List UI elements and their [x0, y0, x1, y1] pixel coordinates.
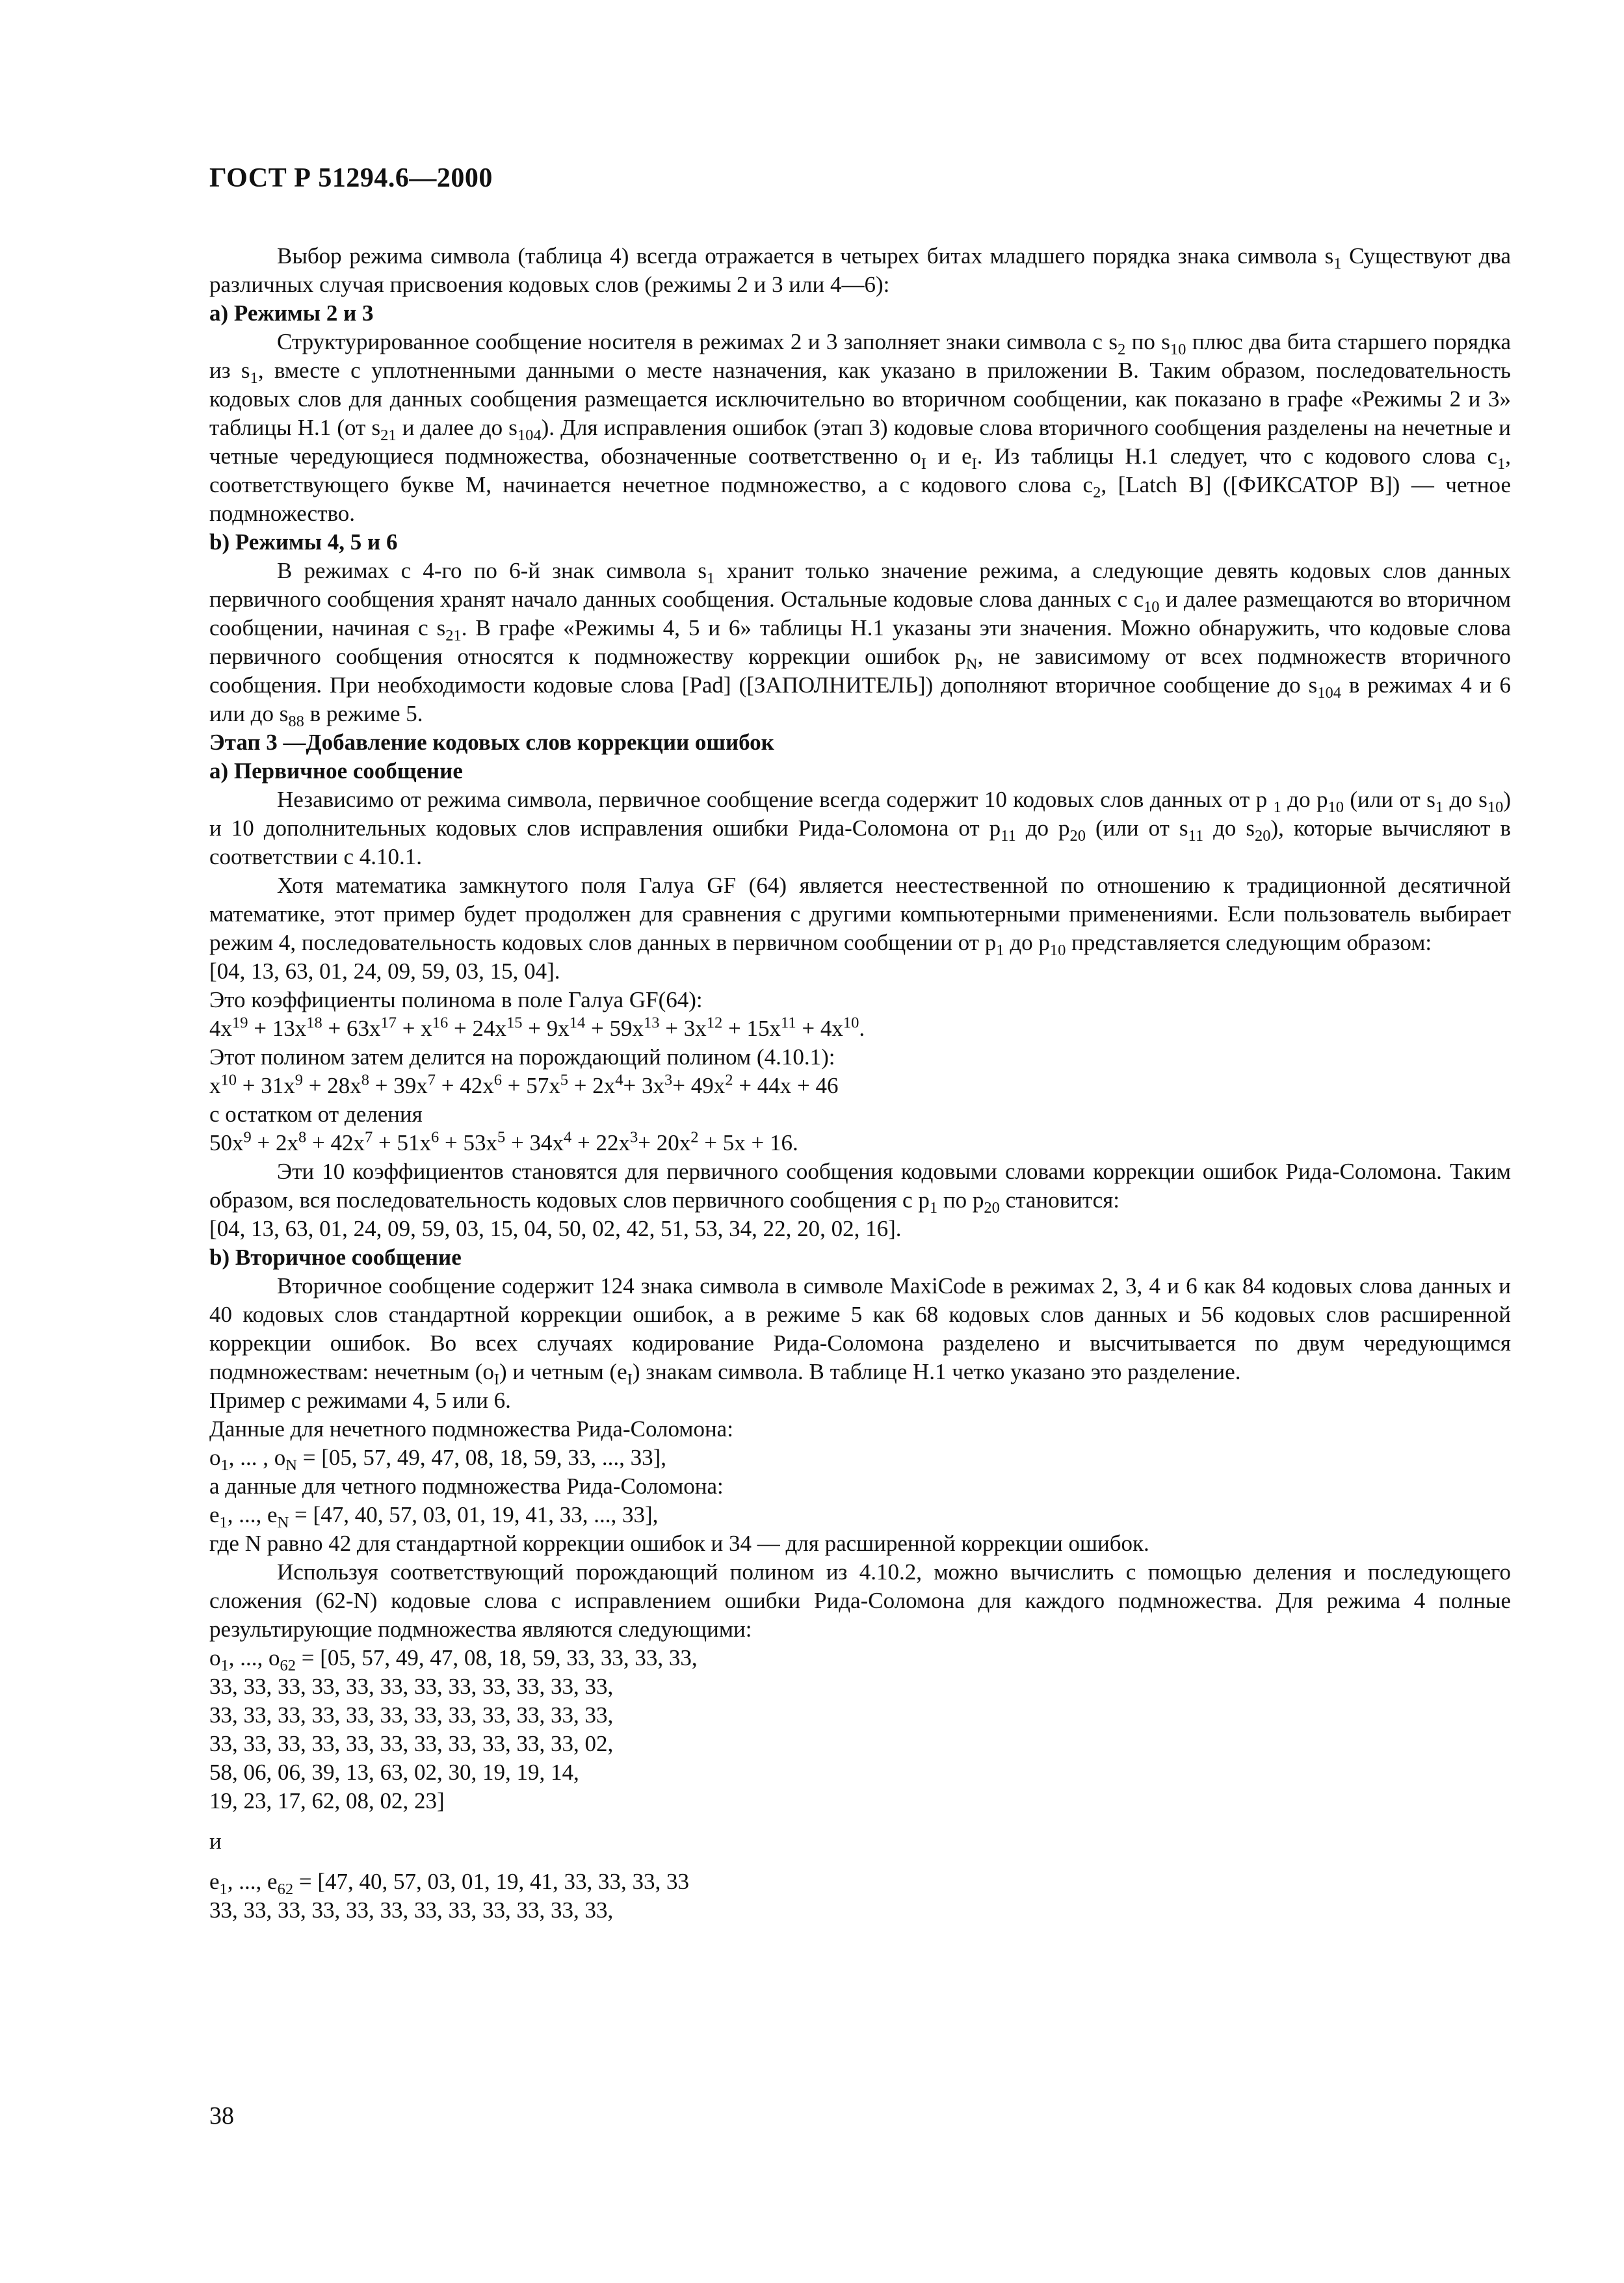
- heading-primary-message: а) Первичное сообщение: [209, 758, 463, 784]
- even-result-line-2: 33, 33, 33, 33, 33, 33, 33, 33, 33, 33, 33, 33,: [209, 1897, 614, 1923]
- page-header-standard-number: ГОСТ Р 51294.6—2000: [209, 163, 493, 193]
- n-definition-text: где N равно 42 для стандартной коррекции ошибок и 34 — для расширенной коррекции ошибок.: [209, 1531, 1149, 1556]
- even-subset-label: а данные для четного подмножества Рида-Соломона:: [209, 1473, 724, 1499]
- remainder-label: с остатком от деления: [209, 1102, 423, 1127]
- page-body: [209, 242, 1511, 1925]
- example-modes-text: Пример с режимами 4, 5 или 6.: [209, 1388, 511, 1413]
- odd-result-line-5: 58, 06, 06, 39, 13, 63, 02, 30, 19, 19, 14,: [209, 1760, 579, 1785]
- generator-intro-text: Этот полином затем делится на порождающий полином (4.10.1):: [209, 1044, 835, 1070]
- heading-stage-3: Этап 3 —Добавление кодовых слов коррекции ошибок: [209, 730, 774, 755]
- odd-result-line-4: 33, 33, 33, 33, 33, 33, 33, 33, 33, 33, 33, 02,: [209, 1731, 614, 1756]
- paragraph-modes-4-5-6: В режимах с 4-го по 6-й знак символа $s_1$ хранит только значение режима, а следующие девять кодовых слов данных первичного сообщения хранят начало данных сообщения. Остальные кодовые слова данных с $c_{10}$ и далее размещаются во вторичном сообщении, начиная с $s_{21}$. В графе «Режимы 4, 5 и 6» таблицы Н.1 указаны эти значения. Можно обнаружить, что кодовые слова первичного сообщения относятся к подмножеству коррекции ошибок $p_N$, не зависимому от всех подмножеств вторичного сообщения. При необходимости кодовые слова [Pad] ([ЗАПОЛНИТЕЛЬ]) дополняют вторичное сообщение до $s_{104}$ в режимах 4 и 6 или до $s_{88}$ в режиме 5.: [209, 558, 1511, 730]
- paragraph-ecc-result: Эти 10 коэффициентов становятся для первичного сообщения кодовыми словами коррекции ошибок Рида-Соломона. Таким образом, вся последовательность кодовых слов первичного сообщения с $p_1$ по $p_{20}$ становится:: [209, 1159, 1511, 1217]
- page-number: 38: [209, 2102, 234, 2130]
- and-conjunction: и: [209, 1828, 222, 1854]
- paragraph-secondary-message: Вторичное сообщение содержит 124 знака символа в символе MaxiCode в режимах 2, 3, 4 и 6 как 84 кодовых слова данных и 40 кодовых слов стандартной коррекции ошибок, а в режиме 5 как 68 кодовых слов данных и 56 кодовых слов расширенной коррекции ошибок. Во всех случаях кодирование Рида-Соломона разделено и высчитывается по двум чередующимся подмножествам: нечетным $(o_I)$ и четным $(e_I)$ знакам символа. В таблице Н.1 четко указано это разделение.: [209, 1273, 1511, 1388]
- paragraph-full-subsets: Используя соответствующий порождающий полином из 4.10.2, можно вычислить с помощью деления и последующего сложения (62-N) кодовые слова с исправлением ошибки Рида-Соломона для каждого подмножества. Для режима 4 полные результирующие подмножества являются следующими:: [209, 1559, 1511, 1642]
- paragraph-mode-selection: Выбор режима символа (таблица 4) всегда отражается в четырех битах младшего порядка знака символа $s_1$ Существуют два различных случая присвоения кодовых слов (режимы 2 и 3 или 4—6):: [209, 243, 1511, 297]
- data-polynomial: $4x^{19} + 13x^{18} + 63x^{17} + x^{16} + 24x^{15} + 9x^{14} + 59x^{13} + 3x^{12} + 15x^{11} + 4x^{10}$.: [209, 1014, 865, 1041]
- odd-subset-data: $o_1$, ... , $o_N = [05$, 57, 49, 47, 08, 18, 59, 33, ..., 33],: [209, 1445, 667, 1474]
- paragraph-primary-message: Независимо от режима символа, первичное сообщение всегда содержит 10 кодовых слов данных от p $_1$ до $p_{10}$ (или от $s_1$ до $s_{10}$) и 10 дополнительных кодовых слов исправления ошибки Рида-Соломона от $p_{11}$ до $p_{20}$ (или от $s_{11}$ до $s_{20}$), которые вычисляют в соответствии с 4.10.1.: [209, 787, 1512, 869]
- polynomial-intro-text: Это коэффициенты полинома в поле Галуа GF(64):: [209, 987, 703, 1012]
- paragraph-galois-field: Хотя математика замкнутого поля Галуа GF (64) является неестественной по отношению к традиционной десятичной математике, этот пример будет продолжен для сравнения с другими компьютерными применениями. Если пользователь выбирает режим 4, последовательность кодовых слов данных в первичном сообщении от $p_1$ до $p_{10}$ представляется следующим образом:: [209, 873, 1511, 959]
- odd-result-line-2: 33, 33, 33, 33, 33, 33, 33, 33, 33, 33, 33, 33,: [209, 1674, 614, 1699]
- generator-polynomial: $x^{10} + 31x^9 + 28x^8 + 39x^7 + 42x^6 + 57x^5 + 2x^4+ 3x^3+ 49x^2 + 44x + 46$: [209, 1071, 839, 1098]
- paragraph-modes-2-3: Структурированное сообщение носителя в режимах 2 и 3 заполняет знаки символа с $s_2$ по $s_{10}$ плюс два бита старшего порядка из $s_1$, вместе с уплотненными данными о месте назначения, как указано в приложении В. Таким образом, последовательность кодовых слов для данных сообщения размещается исключительно во вторичном сообщении, как показано в графе «Режимы 2 и 3» таблицы Н.1 (от $s_{21}$ и далее до $s_{104}$). Для исправления ошибок (этап 3) кодовые слова вторичного сообщения разделены на нечетные и четные чередующиеся подмножества, обозначенные соответственно $o_I$ и $e_I$. Из таблицы Н.1 следует, что с кодового слова $c_1$, соответствующего букве М, начинается нечетное подмножество, а с кодового слова $c_2$, [Latch B] ([ФИКСАТОР В]) — четное подмножество.: [209, 329, 1511, 526]
- odd-subset-label: Данные для нечетного подмножества Рида-Соломона:: [209, 1416, 733, 1442]
- even-subset-data: $e_1$, ..., $e_N = [47$, 40, 57, 03, 01, 19, 41, 33, ..., 33],: [209, 1502, 659, 1531]
- even-result-line-1: $e_1$, ..., $e_{62} = [47$, 40, 57, 03, 01, 19, 41, 33, 33, 33, 33: [209, 1869, 689, 1898]
- data-codewords-list: [04, 13, 63, 01, 24, 09, 59, 03, 15, 04].: [209, 958, 560, 984]
- primary-full-sequence: [04, 13, 63, 01, 24, 09, 59, 03, 15, 04, 50, 02, 42, 51, 53, 34, 22, 20, 02, 16].: [209, 1216, 902, 1241]
- heading-secondary-message: b) Вторичное сообщение: [209, 1245, 462, 1270]
- heading-modes-2-3: а) Режимы 2 и 3: [209, 300, 374, 326]
- remainder-polynomial: $50x^9 + 2x^8 + 42x^7 + 51x^6 + 53x^5 + 34x^4 + 22x^3+ 20x^2 + 5x + 16$.: [209, 1128, 798, 1155]
- heading-modes-4-5-6: b) Режимы 4, 5 и 6: [209, 529, 398, 555]
- odd-result-line-3: 33, 33, 33, 33, 33, 33, 33, 33, 33, 33, 33, 33,: [209, 1702, 614, 1728]
- odd-result-line-6: 19, 23, 17, 62, 08, 02, 23]: [209, 1788, 445, 1814]
- odd-result-line-1: $o_1$, ..., $o_{62} = [05$, 57, 49, 47, 08, 18, 59, 33, 33, 33, 33,: [209, 1645, 698, 1674]
